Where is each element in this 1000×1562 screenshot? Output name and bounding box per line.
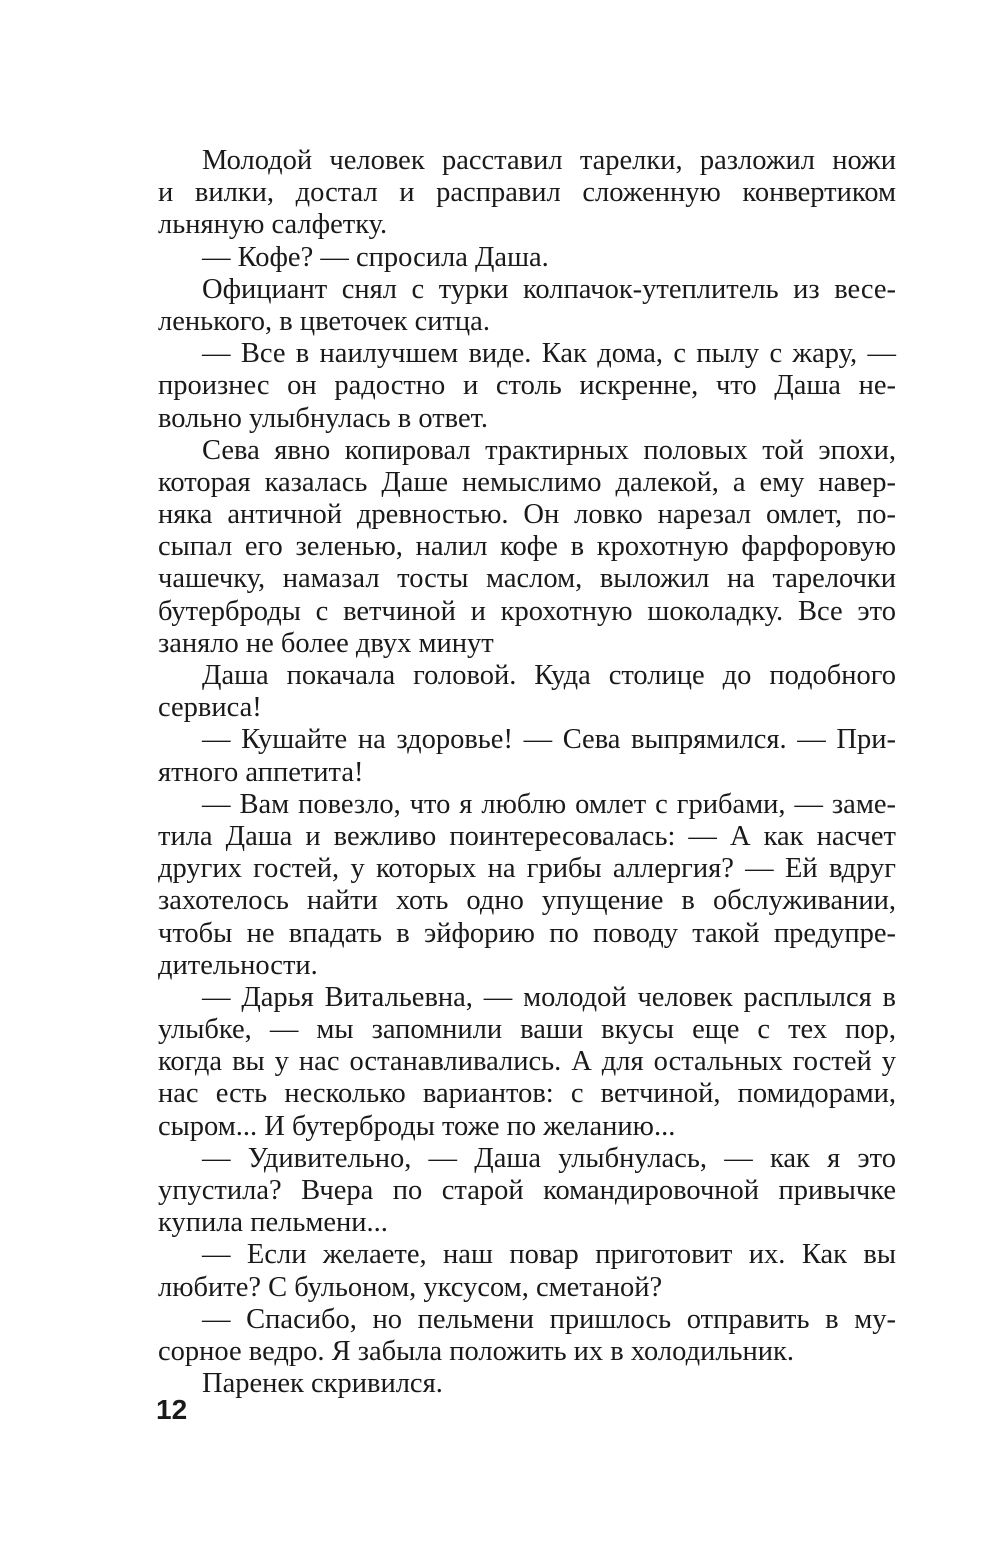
text-line: чтобы не впадать в эйфорию по поводу такой предупре- — [158, 917, 896, 949]
body-text — [158, 145, 896, 1400]
text-line: — Вам повезло, что я люблю омлет с грибами, — заме- — [202, 788, 896, 820]
text-line: и вилки, достал и расправил сложенную конвертиком — [158, 177, 896, 209]
text-line: дительности. — [158, 949, 318, 981]
text-line: — Дарья Витальевна, — молодой человек расплылся в — [202, 981, 896, 1013]
text-line: — Если желаете, наш повар приготовит их. Как вы — [202, 1239, 896, 1271]
text-line: чашечку, намазал тосты маслом, выложил на тарелочки — [158, 563, 896, 595]
text-line: Даша покачала головой. Куда столице до подобного — [202, 660, 896, 691]
text-line: других гостей, у которых на грибы аллергия? — Ей вдруг — [158, 853, 896, 885]
text-line: — Удивительно, — Даша улыбнулась, — как я это — [202, 1142, 896, 1174]
text-line: — Все в наилучшем виде. Как дома, с пылу с жару, — — [202, 338, 896, 370]
text-line: Молодой человек расставил тарелки, разложил ножи — [202, 145, 896, 176]
text-line: Официант снял с турки колпачок-утеплитель из весе- — [202, 273, 896, 305]
text-line: Сева явно копировал трактирных половых той эпохи, — [202, 434, 896, 466]
text-line: вольно улыбнулась в ответ. — [158, 402, 489, 434]
text-line: льняную салфетку. — [158, 209, 388, 241]
text-line: Паренек скривился. — [202, 1368, 443, 1400]
text-line: — Кушайте на здоровье! — Сева выпрямился. — При- — [202, 724, 896, 756]
text-line: няка античной древностью. Он ловко нарезал омлет, по- — [158, 499, 896, 531]
text-line: тила Даша и вежливо поинтересовалась: — А как насчет — [158, 820, 896, 852]
text-line: купила пельмени... — [158, 1207, 388, 1239]
text-line: — Спасибо, но пельмени пришлось отправить в му- — [202, 1303, 896, 1335]
text-line: сыпал его зеленью, налил кофе в крохотную фарфоровую — [158, 531, 896, 563]
text-line: ятного аппетита! — [158, 756, 364, 788]
text-line: ленького, в цветочек ситца. — [158, 305, 490, 337]
text-line: сыром... И бутерброды тоже по желанию... — [158, 1110, 676, 1142]
text-line: любите? С бульоном, уксусом, сметаной? — [158, 1271, 663, 1303]
text-line: сорное ведро. Я забыла положить их в холодильник. — [158, 1335, 795, 1367]
text-line: сервиса! — [158, 692, 262, 724]
text-line: улыбке, — мы запомнили ваши вкусы еще с тех пор, — [158, 1014, 896, 1046]
text-line: — Кофе? — спросила Даша. — [202, 241, 549, 273]
page-number: 12 — [156, 1394, 188, 1425]
text-line: нас есть несколько вариантов: с ветчиной, помидорами, — [158, 1078, 896, 1110]
text-line: заняло не более двух минут — [158, 627, 494, 659]
text-line: захотелось найти хоть одно упущение в обслуживании, — [158, 885, 896, 917]
text-line: упустила? Вчера по старой командировочной привычке — [158, 1175, 896, 1206]
text-line: произнес он радостно и столь искренне, что Даша не- — [158, 370, 896, 402]
text-line: когда вы у нас останавливались. А для остальных гостей у — [158, 1046, 896, 1078]
text-line: которая казалась Даше немыслимо далекой, а ему навер- — [158, 466, 896, 498]
text-line: бутерброды с ветчиной и крохотную шоколадку. Все это — [158, 595, 896, 627]
